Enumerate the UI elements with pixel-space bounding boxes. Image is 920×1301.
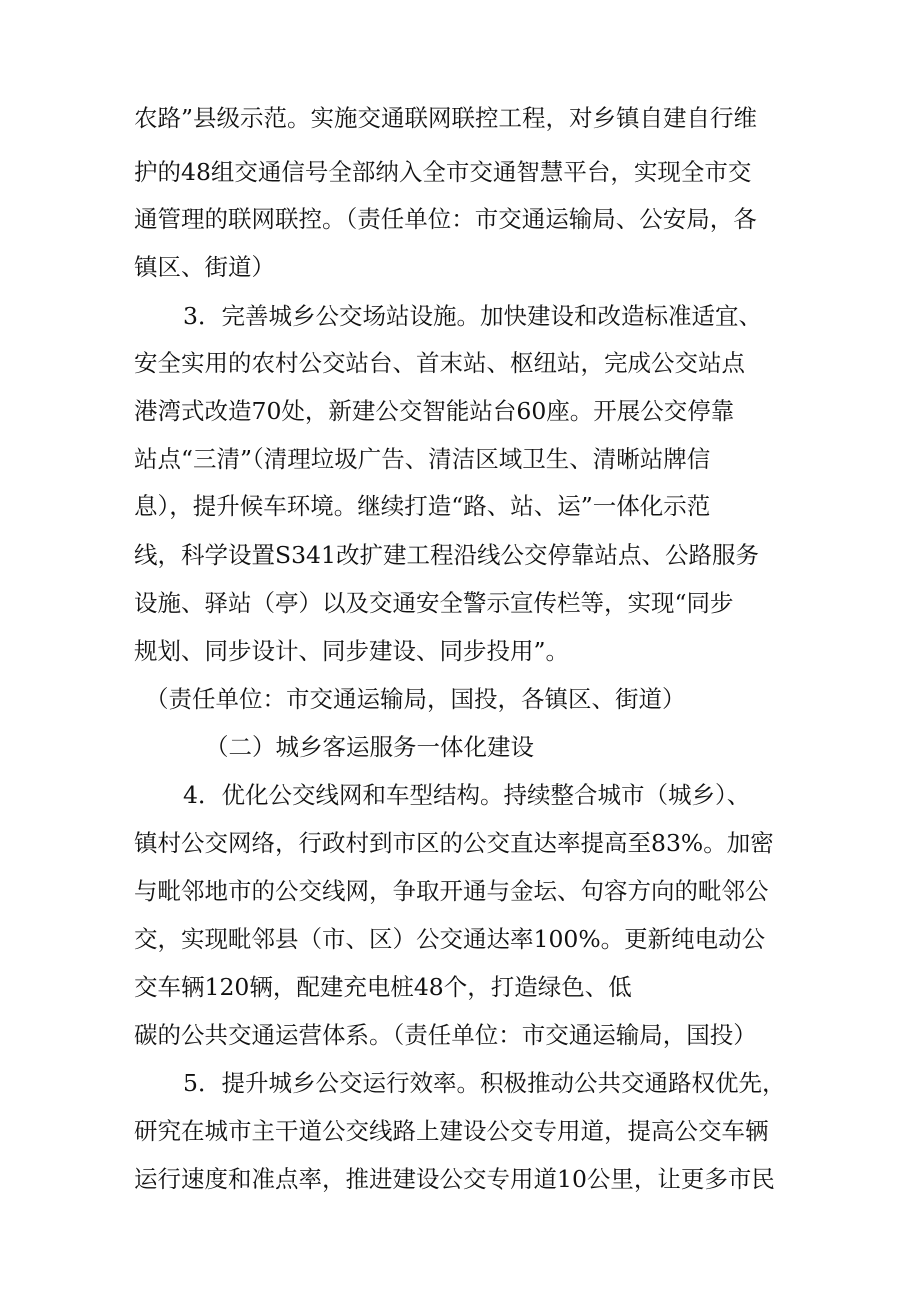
text-line: 通管理的联网联控。（责任单位：市交通运输局、公安局，各 (134, 205, 757, 233)
text-line: 4．优化公交线网和车型结构。持续整合城市（城乡）、 (183, 781, 751, 809)
text-line: 站点“三清”（清理垃圾广告、清洁区域卫生、清晰站牌信 (134, 445, 711, 473)
text-line: 安全实用的农村公交站台、首末站、枢纽站，完成公交站点 (134, 349, 745, 377)
text-line: 港湾式改造70处，新建公交智能站台60座。开展公交停靠 (134, 397, 735, 425)
text-line: 规划、同步设计、同步建设、同步投用”。 (134, 637, 570, 665)
text-line: 镇区、街道） (134, 253, 275, 281)
text-line: 线，科学设置S341改扩建工程沿线公交停靠站点、公路服务 (134, 541, 759, 569)
text-line: （责任单位：市交通运输局，国投，各镇区、街道） (145, 685, 686, 713)
text-line: 息），提升候车环境。继续打造“路、站、运”一体化示范 (134, 492, 711, 520)
text-line: 镇村公交网络，行政村到市区的公交直达率提高至83%。加密 (134, 829, 774, 857)
section-heading: （二）城乡客运服务一体化建设 (205, 733, 534, 761)
text-line: 设施、驿站（亭）以及交通安全警示宣传栏等，实现“同步 (134, 589, 734, 617)
text-line: 运行速度和准点率，推进建设公交专用道10公里，让更多市民 (134, 1165, 775, 1193)
text-line: 研究在城市主干道公交线路上建设公交专用道，提高公交车辆 (134, 1117, 769, 1145)
text-line: 3．完善城乡公交场站设施。加快建设和改造标准适宜、 (183, 302, 762, 330)
text-line: 5．提升城乡公交运行效率。积极推动公共交通路权优先， (183, 1069, 786, 1097)
text-line: 农路”县级示范。实施交通联网联控工程，对乡镇自建自行维 (134, 104, 758, 132)
text-line: 交，实现毗邻县（市、区）公交通达率100%。更新纯电动公 (134, 925, 766, 953)
text-line: 护的48组交通信号全部纳入全市交通智慧平台，实现全市交 (134, 158, 752, 186)
text-line: 碳的公共交通运营体系。（责任单位：市交通运输局，国投） (134, 1021, 757, 1049)
text-line: 交车辆120辆，配建充电桩48个，打造绿色、低 (134, 973, 632, 1001)
text-line: 与毗邻地市的公交线网，争取开通与金坛、句容方向的毗邻公 (134, 877, 769, 905)
